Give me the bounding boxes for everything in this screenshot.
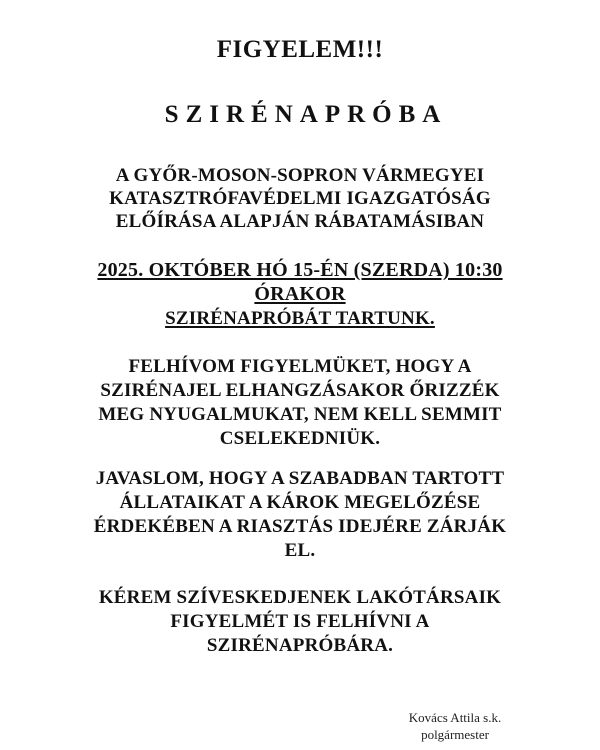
neighbors-notice-line-3: SZIRÉNAPRÓBÁRA. [206,635,394,656]
attention-heading: FIGYELEM!!! [216,36,384,63]
calm-notice-line-2: SZIRÉNAJEL ELHANGZÁSAKOR ŐRIZZÉK [100,380,500,401]
action-line: SZIRÉNAPRÓBÁT TARTUNK. [165,308,435,329]
animals-notice-line-2: ÁLLATAIKAT A KÁROK MEGELŐZÉSE [119,492,481,513]
neighbors-notice-line-2: FIGYELMÉT IS FELHÍVNI A [170,611,430,632]
calm-notice-line-4: CSELEKEDNIÜK. [219,428,381,449]
signature-role: polgármester [421,727,489,742]
calm-notice-line-3: MEG NYUGALMUKAT, NEM KELL SEMMIT [98,404,502,425]
calm-notice-line-1: FELHÍVOM FIGYELMÜKET, HOGY A [128,356,472,377]
time-word-line: ÓRAKOR [254,283,346,305]
intro-line-3: ELŐÍRÁSA ALAPJÁN RÁBATAMÁSIBAN [115,211,485,232]
siren-test-title: SZIRÉNAPRÓBA [164,101,448,128]
signature-name: Kovács Attila s.k. [408,710,502,725]
neighbors-notice-line-1: KÉREM SZÍVESKEDJENEK LAKÓTÁRSAIK [98,587,502,608]
intro-line-1: A GYŐR-MOSON-SOPRON VÁRMEGYEI [115,165,485,186]
date-time-line: 2025. OKTÓBER HÓ 15-ÉN (SZERDA) 10:30 [97,259,503,281]
animals-notice-line-3: ÉRDEKÉBEN A RIASZTÁS IDEJÉRE ZÁRJÁK [93,516,507,537]
intro-line-2: KATASZTRÓFAVÉDELMI IGAZGATÓSÁG [109,188,491,209]
animals-notice-line-4: EL. [284,540,316,561]
animals-notice-line-1: JAVASLOM, HOGY A SZABADBAN TARTOTT [95,468,505,489]
